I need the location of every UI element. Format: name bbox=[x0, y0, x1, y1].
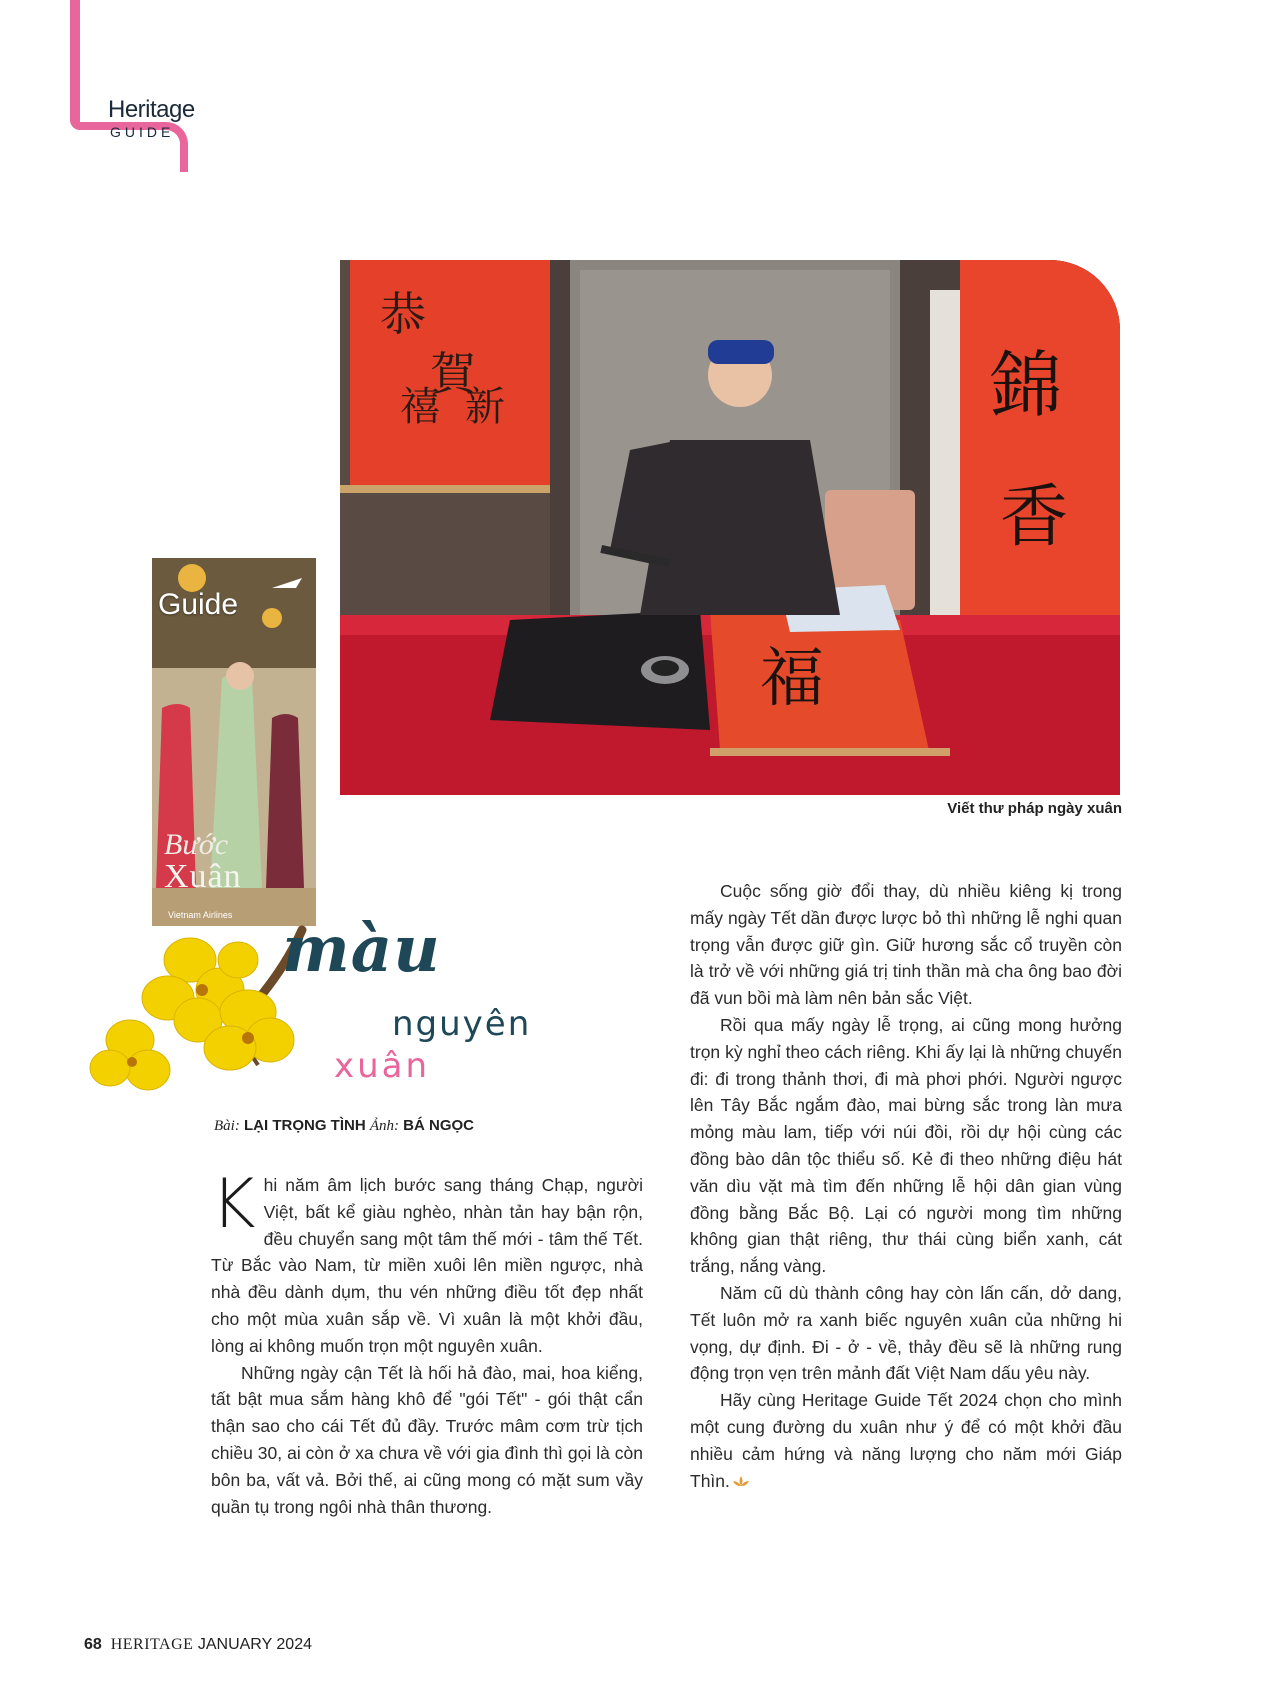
article-column-left bbox=[211, 1165, 643, 1520]
byline bbox=[214, 1117, 474, 1135]
magazine-name: HERITAGE bbox=[110, 1636, 194, 1653]
drop-cap: K bbox=[211, 1165, 256, 1244]
article-title-line-3: xuân bbox=[334, 1046, 431, 1086]
brand-accent-bar bbox=[70, 0, 80, 130]
byline-photo-author: BÁ NGỌC bbox=[403, 1117, 475, 1134]
page-number: 68 bbox=[84, 1636, 102, 1653]
paragraph-text: hi năm âm lịch bước sang tháng Chạp, người Việt, bất kể giàu nghèo, nhàn tản hay bận rộn, đều chuyển sang một tâm thế mới - tâm thế Tết. Từ Bắc vào Nam, từ miền xuôi lên miền ngược, nhà nhà đều dành dụm, thu vén những điều tốt đẹp nhất cho một mùa xuân sắp về. Vì xuân là một khởi đầu, lòng ai không muốn trọn một nguyên xuân. bbox=[211, 1175, 643, 1356]
article-title-line-1: màu bbox=[282, 912, 441, 987]
calligraphy-scene-illustration bbox=[340, 260, 1120, 795]
cover-airline: Vietnam Airlines bbox=[168, 910, 233, 920]
article-title-line-2: nguyên bbox=[392, 1004, 532, 1044]
cover-title: Guide bbox=[158, 588, 239, 621]
lotus-end-mark-icon bbox=[730, 1475, 752, 1487]
svg-text:賀: 賀 bbox=[430, 347, 476, 401]
hero-caption: Viết thư pháp ngày xuân bbox=[947, 800, 1122, 817]
cover-word-1: Bước bbox=[164, 828, 229, 861]
byline-photo-label: Ảnh: bbox=[369, 1118, 399, 1134]
hero-photo bbox=[340, 260, 1120, 795]
svg-text:福: 福 bbox=[760, 642, 824, 716]
svg-text:新: 新 bbox=[465, 384, 505, 430]
svg-text:恭: 恭 bbox=[380, 287, 426, 341]
paragraph-text: Hãy cùng Heritage Guide Tết 2024 chọn cho mình một cung đường du xuân như ý để có một khởi đầu nhiều cảm hứng và năng lượng cho năm mới Giáp Thìn. bbox=[690, 1390, 1122, 1491]
paragraph: Cuộc sống giờ đổi thay, dù nhiều kiêng kị trong mấy ngày Tết dần được lược bỏ thì những lễ nghi quan trọng vẫn được giữ gìn. Giữ hương sắc cổ truyền còn là trở về với những giá trị tinh thần mà cha ông bao đời đã vun bồi mà làm nên bản sắc Việt. bbox=[690, 881, 1122, 1009]
byline-text-author: LẠI TRỌNG TÌNH bbox=[244, 1117, 366, 1134]
paragraph: Rồi qua mấy ngày lễ trọng, ai cũng mong hưởng trọn kỳ nghỉ theo cách riêng. Khi ấy lại là những chuyến đi: đi trong thảnh thơi, đi mà phơi phới. Người ngược lên Tây Bắc ngắm đào, mai bừng sắc trong làn mưa mỏng màu lam, tiếp với núi đồi, rồi dự hội cùng các đồng bào dân tộc thiểu số. Kẻ đi theo những điệu hát văn dìu vặt mà tìm đến những lễ hội dân gian vùng đồng bằng Bắc Bộ. Lại có người mong tìm những không gian thật riêng, thư thái cùng biển xanh, cát trắng, nắng vàng. bbox=[690, 1014, 1122, 1277]
paragraph bbox=[211, 1165, 643, 1360]
paragraph: Những ngày cận Tết là hối hả đào, mai, hoa kiểng, tất bật mua sắm hàng khô để "gói Tết" - gói thật cẩn thận sao cho cái Tết đủ đầy. Trước mâm cơm trừ tịch chiều 30, ai còn ở xa chưa về với gia đình thì gọi là còn bôn ba, vất vả. Bởi thế, ai cũng mong có mặt sum vầy quần tụ trong ngôi nhà thân thương. bbox=[211, 1362, 643, 1517]
paragraph bbox=[690, 1387, 1122, 1494]
byline-text-label: Bài: bbox=[214, 1118, 240, 1134]
svg-text:錦: 錦 bbox=[990, 343, 1063, 427]
cover-word-2: Xuân bbox=[164, 858, 242, 895]
article-column-right bbox=[690, 878, 1122, 1494]
cover-thumbnail bbox=[152, 558, 316, 926]
brand-title: Heritage bbox=[108, 96, 195, 123]
svg-text:香: 香 bbox=[1000, 478, 1069, 557]
svg-text:禧: 禧 bbox=[400, 384, 440, 430]
brand-subtitle: GUIDE bbox=[110, 124, 175, 140]
page-footer bbox=[84, 1636, 312, 1654]
issue-date: JANUARY 2024 bbox=[197, 1636, 312, 1653]
paragraph: Năm cũ dù thành công hay còn lấn cấn, dở dang, Tết luôn mở ra xanh biếc nguyên xuân của những hi vọng, dự định. Đi - ở - về, thảy đều sẽ là những rung động trọn vẹn trên mảnh đất Việt Nam dấu yêu này. bbox=[690, 1282, 1122, 1384]
